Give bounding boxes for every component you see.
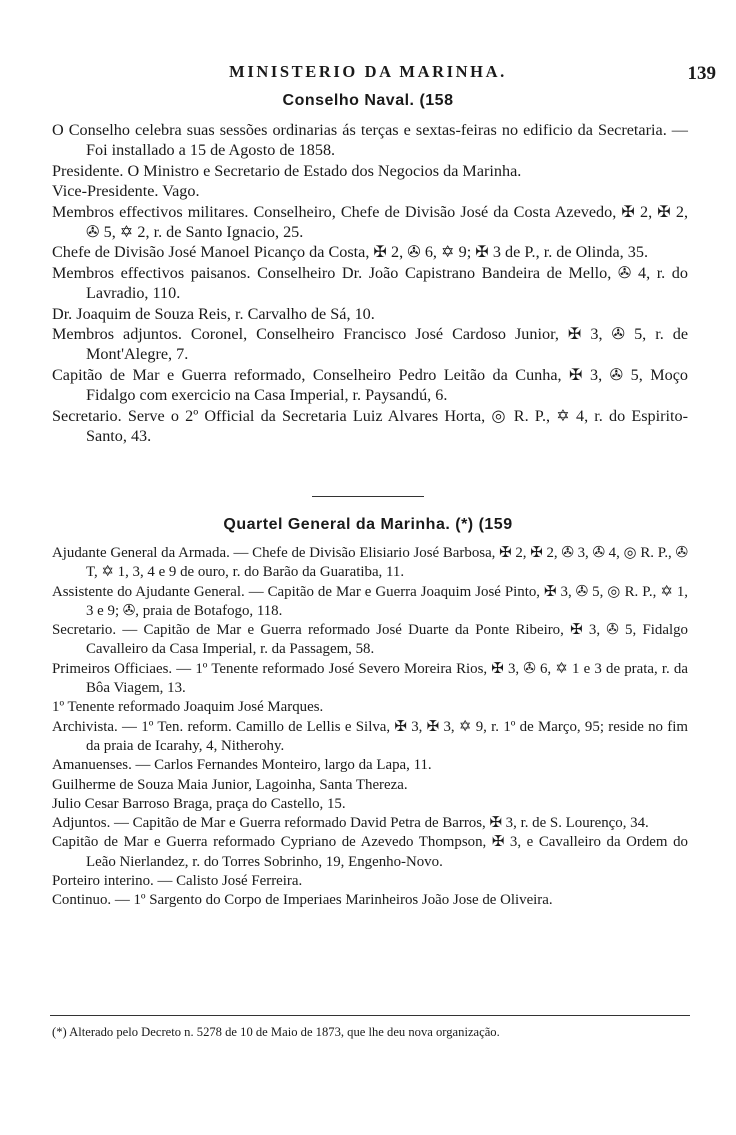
- paragraph: Continuo. — 1º Sargento do Corpo de Imperiaes Marinheiros João Jose de Oliveira.: [52, 892, 553, 909]
- paragraph: Julio Cesar Barroso Braga, praça do Castello, 15.: [52, 795, 346, 812]
- section-quartel-general: [52, 544, 688, 911]
- paragraph: Ajudante General da Armada. — Chefe de Divisão Elisiario José Barbosa, ✠ 2, ✠ 2, ✇ 3, ✇ 4, ◎ R. P., ✇ T, ✡ 1, 3, 4 e 9 de ouro, r. do Barão da Guaratiba, 11.: [52, 545, 688, 581]
- footnote-rule: [50, 1015, 690, 1016]
- paragraph: Primeiros Officiaes. — 1º Tenente reformado José Severo Moreira Rios, ✠ 3, ✇ 6, ✡ 1 e 3 de prata, r. da Bôa Viagem, 13.: [52, 660, 688, 697]
- paragraph: Vice-Presidente. Vago.: [52, 182, 200, 201]
- paragraph: Secretario. — Capitão de Mar e Guerra reformado José Duarte da Ponte Ribeiro, ✠ 3, ✇ 5, Fidalgo Cavalleiro da Casa Imperial, r. da Passagem, 58.: [52, 622, 688, 658]
- paragraph: Chefe de Divisão José Manoel Picanço da Costa, ✠ 2, ✇ 6, ✡ 9; ✠ 3 de P., r. de Olinda, 35.: [52, 243, 648, 262]
- paragraph: O Conselho celebra suas sessões ordinarias ás terças e sextas-feiras no edificio da Secretaria. — Foi installado a 15 de Agosto de 1858.: [52, 121, 688, 160]
- paragraph: Dr. Joaquim de Souza Reis, r. Carvalho de Sá, 10.: [52, 304, 375, 323]
- paragraph: Adjuntos. — Capitão de Mar e Guerra reformado David Petra de Barros, ✠ 3, r. de S. Lourenço, 34.: [52, 815, 649, 832]
- section-conselho-naval: [52, 120, 688, 447]
- paragraph: Membros effectivos paisanos. Conselheiro Dr. João Capistrano Bandeira de Mello, ✇ 4, r. do Lavradio, 110.: [52, 263, 688, 303]
- paragraph: Capitão de Mar e Guerra reformado Cypriano de Azevedo Thompson, ✠ 3, e Cavalleiro da Ordem do Leão Nierlandez, r. do Torres Sobrinho, 19, Engenho-Novo.: [52, 834, 688, 870]
- paragraph: Guilherme de Souza Maia Junior, Lagoinha, Santa Thereza.: [52, 776, 408, 793]
- paragraph: Presidente. O Ministro e Secretario de Estado dos Negocios da Marinha.: [52, 161, 522, 180]
- paragraph: Membros effectivos militares. Conselheiro, Chefe de Divisão José da Costa Azevedo, ✠ 2, ✠ 2, ✇ 5, ✡ 2, r. de Santo Ignacio, 25.: [52, 202, 688, 242]
- page-header: [0, 60, 736, 86]
- paragraph: Archivista. — 1º Ten. reform. Camillo de Lellis e Silva, ✠ 3, ✠ 3, ✡ 9, r. 1º de Março, 95; reside no fim da praia de Icarahy, 4, Nitherohy.: [52, 718, 688, 754]
- section-title-quartel-general: Quartel General da Marinha. (*) (159: [223, 516, 513, 533]
- footnote-text: (*) Alterado pelo Decreto n. 5278 de 10 de Maio de 1873, que lhe deu nova organização.: [52, 1025, 500, 1039]
- footnote: [52, 1025, 688, 1040]
- paragraph: Membros adjuntos. Coronel, Conselheiro Francisco José Cardoso Junior, ✠ 3, ✇ 5, r. de Mont'Alegre, 7.: [52, 325, 688, 364]
- page-number: 139: [687, 63, 716, 84]
- paragraph: Porteiro interino. — Calisto José Ferreira.: [52, 873, 303, 890]
- paragraph: Secretario. Serve o 2º Official da Secretaria Luiz Alvares Horta, ◎ R. P., ✡ 4, r. do Espirito-Santo, 43.: [52, 406, 688, 446]
- paragraph: Capitão de Mar e Guerra reformado, Conselheiro Pedro Leitão da Cunha, ✠ 3, ✇ 5, Moço Fidalgo com exercicio na Casa Imperial, r. Paysandú, 6.: [52, 365, 688, 405]
- section-divider: [312, 496, 424, 497]
- paragraph: 1º Tenente reformado Joaquim José Marques.: [52, 699, 324, 716]
- paragraph: Assistente do Ajudante General. — Capitão de Mar e Guerra Joaquim José Pinto, ✠ 3, ✇ 5, ◎ R. P., ✡ 1, 3 e 9; ✇, praia de Botafogo, 118.: [52, 583, 688, 619]
- section-title-conselho-naval: Conselho Naval. (158: [282, 92, 454, 109]
- running-title: MINISTERIO DA MARINHA.: [229, 62, 507, 81]
- paragraph: Amanuenses. — Carlos Fernandes Monteiro, largo da Lapa, 11.: [52, 757, 432, 774]
